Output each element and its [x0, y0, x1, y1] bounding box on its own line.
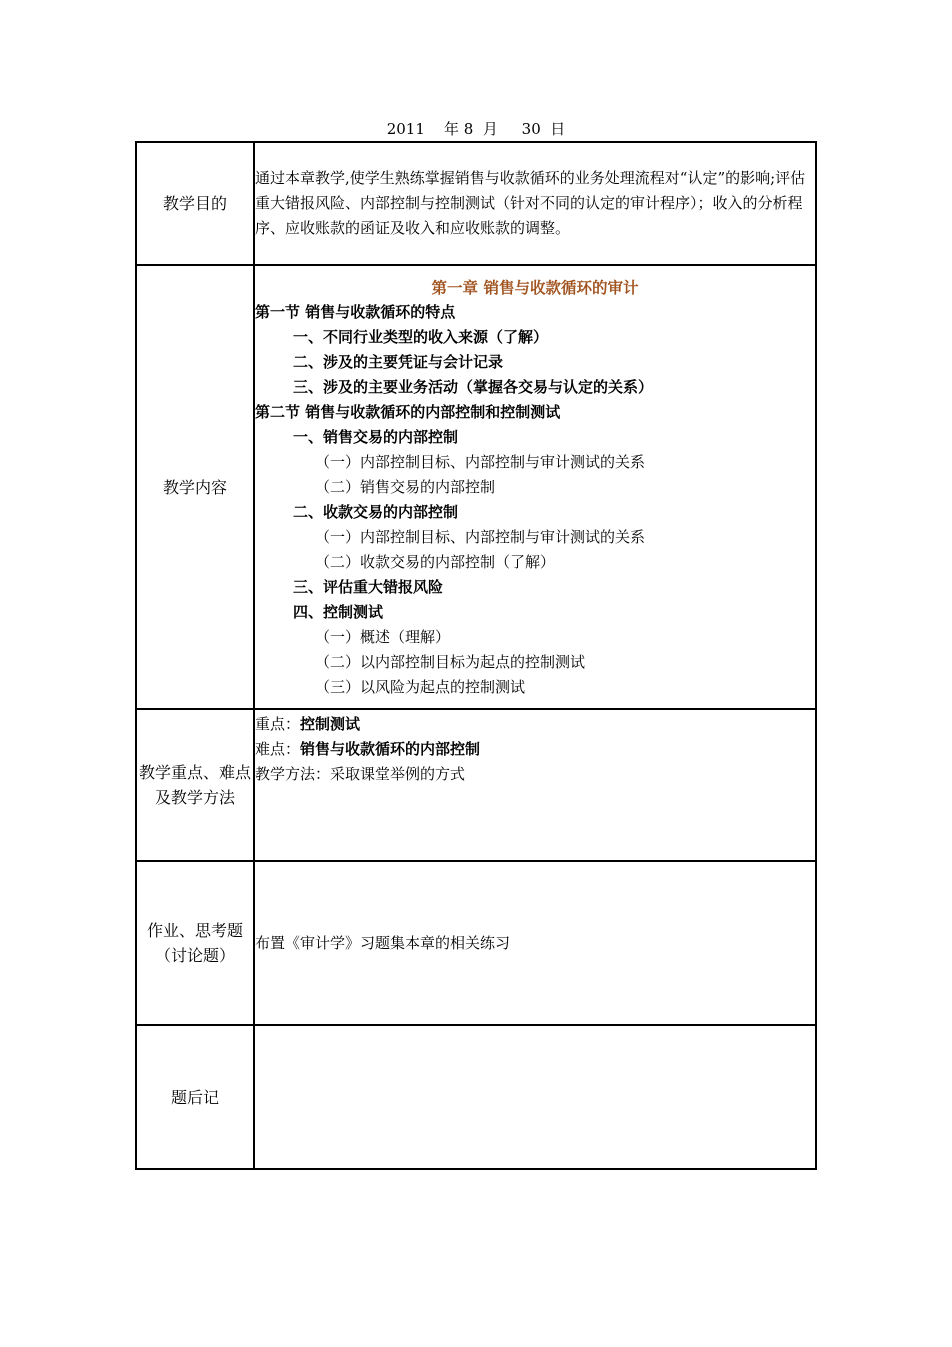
label-key-points: 教学重点、难点及教学方法: [136, 709, 254, 861]
focus-line: [255, 712, 815, 737]
row-teaching-content: [136, 265, 816, 709]
date-line: 2011 年 8 月 30 日: [386, 120, 566, 138]
outline-item: 一、销售交易的内部控制: [293, 427, 459, 446]
outline-item: 三、涉及的主要业务活动（掌握各交易与认定的关系）: [293, 377, 654, 396]
outline-subitem: （三）以风险为起点的控制测试: [315, 677, 526, 696]
chapter-title: 第一章 销售与收款循环的审计: [431, 277, 639, 297]
homework-text: 布置《审计学》习题集本章的相关练习: [255, 933, 511, 952]
row-homework: [136, 861, 816, 1025]
outline-item: 二、涉及的主要凭证与会计记录: [293, 352, 504, 371]
focus-value: 控制测试: [300, 715, 361, 733]
row-key-points: [136, 709, 816, 861]
outline-subitem: （一）概述（理解）: [315, 627, 451, 646]
outline-subitem: （二）以内部控制目标为起点的控制测试: [315, 652, 586, 671]
teaching-content-cell: [254, 265, 816, 709]
outline-subitem: （二）收款交易的内部控制（了解）: [315, 552, 556, 571]
difficulty-prefix: 难点：: [255, 740, 301, 758]
label-homework: 作业、思考题（讨论题）: [136, 861, 254, 1025]
afterword-cell: [254, 1025, 816, 1169]
homework-cell: [254, 861, 816, 1025]
outline-item: 三、评估重大错报风险: [293, 577, 444, 596]
lesson-plan-table: [135, 141, 817, 1170]
outline-subitem: （一）内部控制目标、内部控制与审计测试的关系: [315, 527, 646, 546]
section-heading: 第二节 销售与收款循环的内部控制和控制测试: [255, 402, 561, 421]
label-teaching-goal: 教学目的: [136, 142, 254, 265]
row-afterword: [136, 1025, 816, 1169]
focus-prefix: 重点：: [255, 715, 301, 733]
difficulty-value: 销售与收款循环的内部控制: [300, 740, 481, 758]
label-afterword: 题后记: [136, 1025, 254, 1169]
teaching-goal-text: 通过本章教学,使学生熟练掌握销售与收款循环的业务处理流程对“认定”的影响;评估重大错报风险、内部控制与控制测试（针对不同的认定的审计程序）；收入的分析程序、应收账款的函证及收入和应收账款的调整。: [255, 169, 806, 237]
outline-item: 四、控制测试: [293, 602, 384, 621]
outline-subitem: （二）销售交易的内部控制: [315, 477, 496, 496]
teaching-goal-cell: [254, 142, 816, 265]
outline-item: 二、收款交易的内部控制: [293, 502, 459, 521]
method-line: 教学方法：采取课堂举例的方式: [255, 765, 466, 783]
outline-subitem: （一）内部控制目标、内部控制与审计测试的关系: [315, 452, 646, 471]
row-teaching-goal: [136, 142, 816, 265]
key-points-cell: [254, 709, 816, 861]
label-teaching-content: 教学内容: [136, 265, 254, 709]
difficulty-line: [255, 737, 815, 762]
outline-item: 一、不同行业类型的收入来源（了解）: [293, 327, 549, 346]
section-heading: 第一节 销售与收款循环的特点: [255, 302, 456, 321]
